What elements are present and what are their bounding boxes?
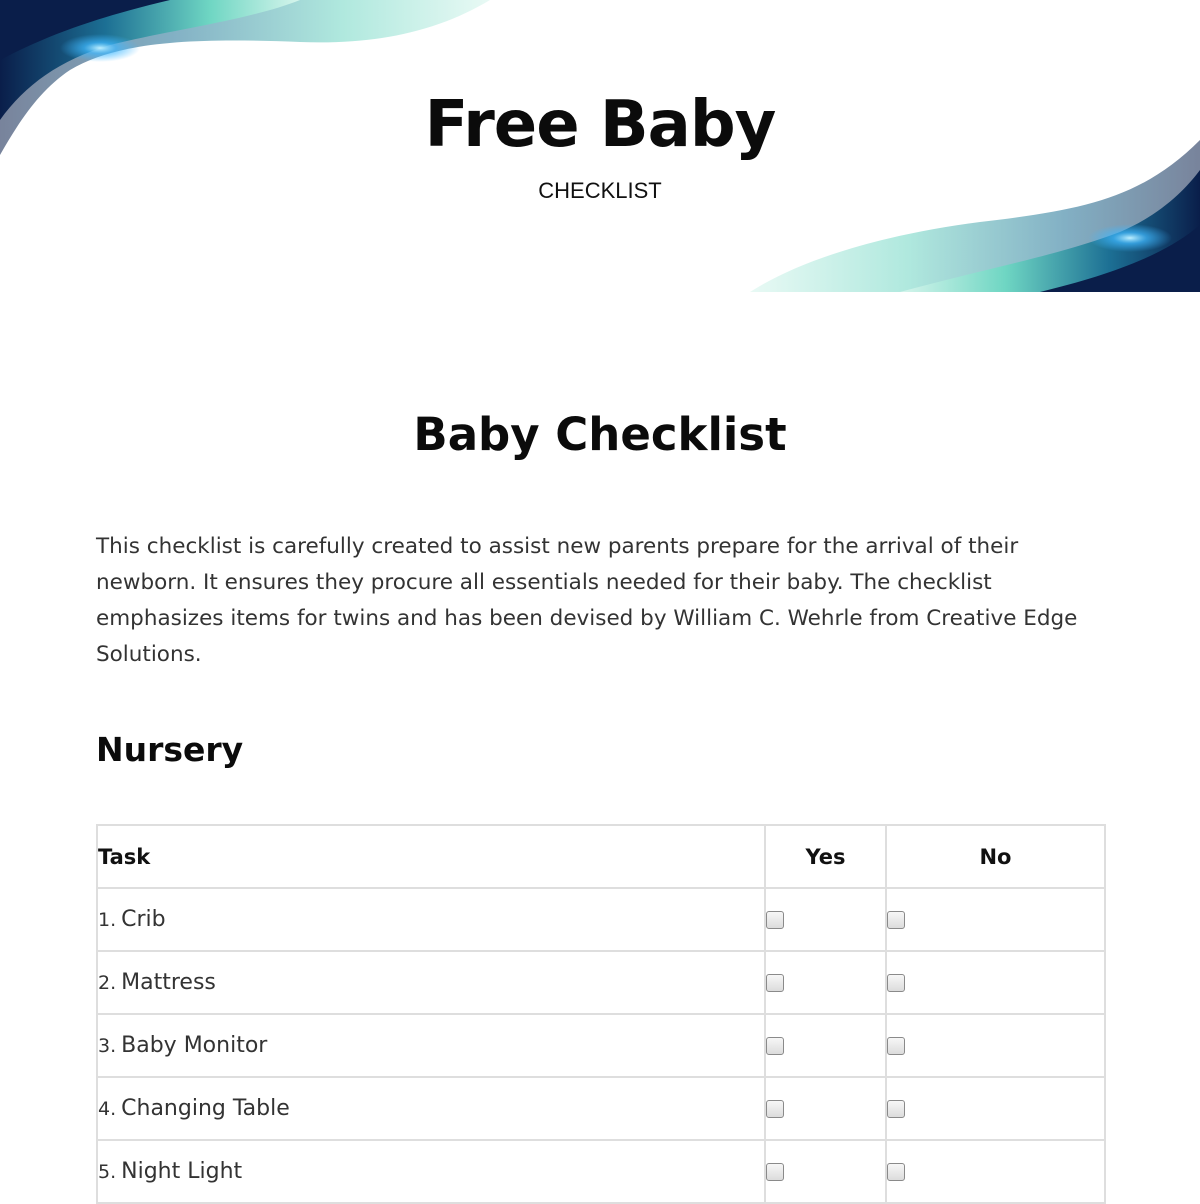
table-row [97,1014,1105,1077]
yes-cell [765,1014,886,1077]
task-label: Baby Monitor [121,1033,268,1058]
column-header-task: Task [97,825,765,888]
no-cell [886,951,1105,1014]
no-cell [886,1140,1105,1203]
yes-checkbox[interactable] [766,911,784,929]
task-cell [97,951,765,1014]
no-checkbox[interactable] [887,1037,905,1055]
task-number: 2. [98,972,117,994]
no-cell [886,888,1105,951]
yes-cell [765,1077,886,1140]
page-heading: Baby Checklist [413,408,787,461]
checklist-table [96,824,1106,1204]
yes-cell [765,888,886,951]
no-checkbox[interactable] [887,1100,905,1118]
task-label: Changing Table [121,1096,290,1121]
column-header-yes: Yes [765,825,886,888]
no-checkbox[interactable] [887,911,905,929]
table-row [97,1140,1105,1203]
section-heading-nursery: Nursery [96,730,244,769]
task-cell [97,1014,765,1077]
yes-cell [765,1140,886,1203]
document-subtitle: CHECKLIST [538,178,662,203]
no-checkbox[interactable] [887,1163,905,1181]
task-cell [97,1140,765,1203]
no-cell [886,1014,1105,1077]
yes-cell [765,951,886,1014]
no-cell [886,1077,1105,1140]
yes-checkbox[interactable] [766,974,784,992]
task-number: 4. [98,1098,117,1120]
task-cell [97,888,765,951]
table-row [97,951,1105,1014]
task-number: 1. [98,909,117,931]
table-row [97,1077,1105,1140]
no-checkbox[interactable] [887,974,905,992]
task-number: 5. [98,1161,117,1183]
task-label: Mattress [121,970,216,995]
table-row [97,888,1105,951]
yes-checkbox[interactable] [766,1163,784,1181]
task-number: 3. [98,1035,117,1057]
task-label: Night Light [121,1159,243,1184]
column-header-no: No [886,825,1105,888]
intro-paragraph: This checklist is carefully created to assist new parents prepare for the arrival of their newborn. It ensures they procure all essentials needed for their baby. The checklist emphasizes items for twins and has been devised by William C. Wehrle from Creative Edge Solutions. [96,534,1078,667]
yes-checkbox[interactable] [766,1100,784,1118]
yes-checkbox[interactable] [766,1037,784,1055]
task-cell [97,1077,765,1140]
task-label: Crib [121,907,166,932]
document-title: Free Baby [424,88,776,162]
table-header-row [97,825,1105,888]
